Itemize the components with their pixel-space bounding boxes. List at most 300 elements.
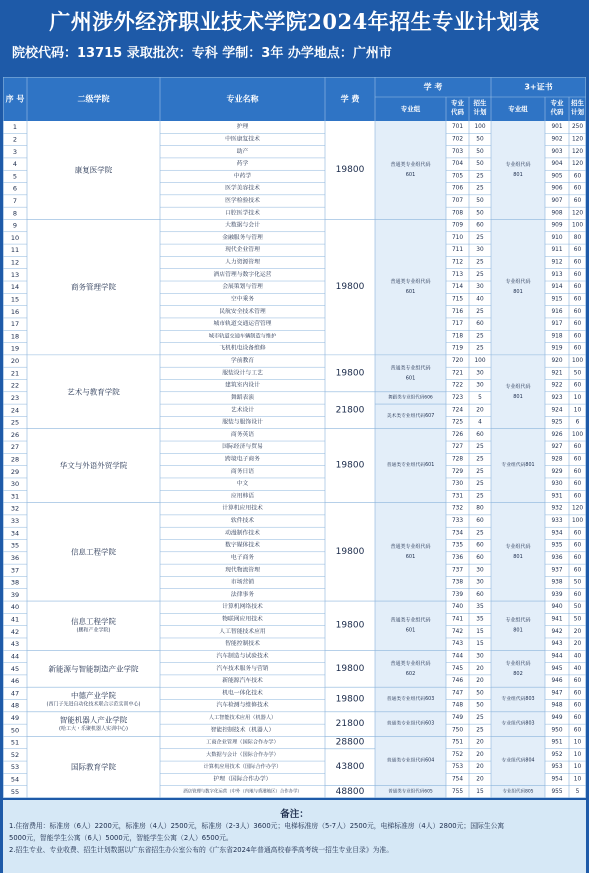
row-major: 现代企业管理 — [225, 247, 260, 254]
row-xuekao-code: 709 — [451, 222, 464, 229]
row-no: 42 — [10, 627, 20, 636]
row-xuekao-plan: 30 — [476, 567, 484, 574]
row-no: 5 — [12, 172, 18, 181]
row-no: 15 — [10, 295, 20, 304]
row-no: 32 — [10, 504, 20, 513]
row-sanjia-plan: 5 — [575, 788, 580, 795]
fee-value: 19800 — [335, 620, 365, 631]
row-sanjia-code: 937 — [551, 567, 563, 574]
fee-value: 21800 — [335, 405, 365, 416]
row-sanjia-code: 910 — [551, 234, 563, 241]
row-no: 33 — [10, 517, 20, 526]
fee-value: 19800 — [335, 282, 365, 293]
xuekao-group-band — [375, 355, 446, 392]
row-xuekao-code: 733 — [451, 518, 464, 525]
row-xuekao-plan: 20 — [476, 739, 484, 746]
row-xuekao-code: 719 — [451, 345, 464, 352]
row-sanjia-plan: 100 — [571, 431, 584, 438]
row-sanjia-code: 928 — [551, 456, 563, 463]
row-xuekao-code: 748 — [451, 702, 464, 709]
row-major: 飞机机电设备维修 — [219, 345, 266, 352]
row-xuekao-plan: 25 — [476, 530, 484, 537]
fee-value: 21800 — [335, 719, 365, 730]
row-no: 41 — [10, 615, 20, 624]
row-xuekao-plan: 4 — [478, 419, 482, 426]
row-major: 跨境电子商务 — [225, 456, 260, 463]
college-name: 艺术与教育学院 — [67, 387, 120, 397]
sanjia-group-band — [491, 503, 545, 601]
row-sanjia-plan: 60 — [573, 271, 582, 278]
row-major: 智能控制技术（机器人） — [210, 727, 275, 734]
row-xuekao-code: 737 — [451, 567, 464, 574]
row-xuekao-code: 738 — [451, 579, 464, 586]
row-major: 口腔医学技术 — [225, 210, 260, 217]
xuekao-group-code: 601 — [405, 375, 416, 382]
row-major: 人力资源管理 — [225, 259, 260, 266]
row-sanjia-plan: 100 — [571, 518, 584, 525]
page-title: 广州涉外经济职业技术学院2024年招生专业计划表 — [49, 9, 540, 34]
row-no: 51 — [10, 738, 20, 747]
row-sanjia-plan: 80 — [573, 234, 582, 241]
row-sanjia-plan: 60 — [573, 173, 582, 180]
row-xuekao-plan: 20 — [476, 678, 484, 685]
row-major: 智能控制技术 — [225, 641, 260, 648]
row-no: 12 — [10, 258, 20, 267]
row-xuekao-code: 704 — [451, 161, 464, 168]
row-sanjia-plan: 60 — [573, 456, 582, 463]
row-xuekao-plan: 50 — [476, 210, 484, 217]
header-xuekao-group: 专业组 — [400, 105, 421, 113]
row-major: 电子商务 — [230, 554, 255, 561]
sanjia-group: 专业组代码 — [505, 543, 531, 550]
row-xuekao-code: 745 — [451, 665, 464, 672]
header-xuekao-plan: 招生计划 — [473, 99, 487, 116]
xuekao-group-band — [375, 601, 446, 650]
row-major: 中医康复技术 — [225, 136, 260, 143]
row-sanjia-code: 933 — [551, 518, 563, 525]
row-no: 37 — [10, 566, 20, 575]
row-sanjia-plan: 50 — [573, 370, 582, 377]
notes-section — [3, 800, 586, 873]
row-xuekao-plan: 30 — [476, 382, 484, 389]
row-no: 18 — [10, 332, 20, 341]
sanjia-group: 专业组代码 — [505, 162, 531, 169]
row-no: 20 — [10, 357, 20, 366]
row-xuekao-code: 711 — [451, 247, 464, 254]
row-xuekao-plan: 50 — [476, 148, 484, 155]
row-xuekao-code: 716 — [451, 308, 464, 315]
row-major: 会展策划与管理 — [222, 284, 263, 291]
row-no: 3 — [12, 147, 18, 156]
row-sanjia-code: 938 — [551, 579, 563, 586]
row-sanjia-plan: 40 — [573, 665, 582, 672]
row-sanjia-code: 940 — [551, 604, 563, 611]
row-sanjia-plan: 60 — [573, 333, 582, 340]
row-major: 人工智能技术应用 — [219, 628, 266, 635]
row-xuekao-code: 701 — [451, 124, 464, 131]
row-no: 1 — [12, 123, 18, 132]
row-sanjia-code: 948 — [551, 702, 563, 709]
row-xuekao-plan: 25 — [476, 456, 484, 463]
row-major: 艺术设计 — [230, 407, 255, 414]
row-sanjia-code: 908 — [551, 210, 563, 217]
xuekao-group-band — [375, 219, 446, 354]
row-major: 软件技术 — [230, 518, 255, 525]
fee-value: 19800 — [335, 694, 365, 705]
row-no: 40 — [10, 603, 20, 612]
row-sanjia-code: 919 — [551, 345, 563, 352]
row-sanjia-plan: 60 — [573, 259, 582, 266]
row-sanjia-plan: 60 — [573, 321, 582, 328]
row-no: 53 — [10, 763, 20, 772]
college-name: 康复医学院 — [74, 165, 113, 175]
enrollment-table — [3, 77, 586, 798]
sanjia-group: 专业组代码 — [505, 660, 531, 667]
row-xuekao-plan: 25 — [476, 333, 484, 340]
row-xuekao-code: 726 — [451, 431, 464, 438]
row-xuekao-code: 752 — [451, 751, 464, 758]
row-xuekao-plan: 25 — [476, 468, 484, 475]
row-sanjia-code: 901 — [551, 124, 563, 131]
header-xuekao: 学 考 — [423, 82, 443, 92]
sanjia-group-band — [491, 355, 545, 429]
row-xuekao-plan: 35 — [476, 604, 484, 611]
xuekao-group: 舞蹈类专业组代码606 — [388, 395, 433, 401]
row-xuekao-code: 728 — [451, 456, 464, 463]
row-sanjia-code: 951 — [551, 739, 563, 746]
row-xuekao-plan: 25 — [476, 271, 484, 278]
college-subname: (哈工大・乐聚机器人实训中心) — [59, 726, 128, 733]
row-xuekao-code: 710 — [451, 234, 464, 241]
row-no: 7 — [12, 197, 18, 206]
row-no: 16 — [10, 307, 20, 316]
row-xuekao-plan: 60 — [476, 321, 484, 328]
row-major: 商务日语 — [230, 468, 255, 475]
note-accommodation: 1.住宿费用：标准房（6人）2200元，标准房（4人）2500元，标准房（2-3人）3600元；电梯标准房（5-7人）2500元，电梯标准房（4人）2800元；国际生公寓 — [9, 822, 505, 830]
row-xuekao-code: 739 — [451, 591, 464, 598]
row-sanjia-plan: 60 — [573, 530, 582, 537]
row-xuekao-code: 722 — [451, 382, 464, 389]
row-major: 法律事务 — [230, 591, 255, 598]
row-xuekao-plan: 25 — [476, 727, 484, 734]
row-sanjia-plan: 60 — [573, 296, 582, 303]
row-no: 2 — [12, 135, 18, 144]
row-xuekao-plan: 50 — [476, 198, 484, 205]
header-sanjia-group: 专业组 — [508, 105, 528, 113]
row-major: 金融服务与管理 — [222, 234, 263, 241]
header-xuekao-code: 专业代码 — [451, 99, 464, 116]
row-sanjia-plan: 60 — [573, 690, 582, 697]
row-xuekao-code: 705 — [451, 173, 464, 180]
row-sanjia-plan: 60 — [573, 714, 582, 721]
sanjia-group-band — [491, 121, 545, 219]
fee-value: 19800 — [335, 460, 365, 471]
sanjia-group-code: 802 — [513, 670, 523, 677]
row-xuekao-code: 734 — [451, 530, 464, 537]
row-xuekao-plan: 50 — [476, 161, 484, 168]
xuekao-group-code: 601 — [405, 627, 416, 634]
row-no: 50 — [10, 726, 20, 735]
row-sanjia-plan: 10 — [573, 407, 582, 414]
row-sanjia-plan: 60 — [573, 567, 582, 574]
row-xuekao-plan: 30 — [476, 370, 484, 377]
row-major: 机电一体化技术 — [222, 690, 263, 697]
row-xuekao-plan: 25 — [476, 345, 484, 352]
row-sanjia-plan: 60 — [573, 727, 582, 734]
sanjia-group-code: 801 — [513, 393, 523, 400]
row-sanjia-code: 924 — [551, 407, 563, 414]
row-xuekao-plan: 50 — [476, 702, 484, 709]
row-no: 47 — [10, 689, 20, 698]
row-xuekao-code: 747 — [451, 690, 464, 697]
row-xuekao-code: 703 — [451, 148, 464, 155]
row-sanjia-plan: 20 — [573, 628, 582, 635]
college-name: 智能机器人产业学院 — [59, 715, 128, 725]
xuekao-group: 普通类专业组代码603 — [386, 697, 435, 703]
sanjia-group-band — [491, 650, 545, 687]
note-accommodation-cont: 5000元，智能学生公寓（6人）5000元，智能学生公寓（2人）6500元。 — [9, 834, 233, 842]
row-major: 数字媒体技术 — [225, 542, 260, 549]
row-xuekao-code: 706 — [451, 185, 464, 192]
college-name: 新能源与智能制造产业学院 — [48, 664, 139, 674]
row-sanjia-plan: 60 — [573, 481, 582, 488]
row-xuekao-code: 736 — [451, 554, 464, 561]
row-xuekao-plan: 60 — [476, 518, 484, 525]
row-no: 31 — [10, 492, 20, 501]
row-xuekao-plan: 25 — [476, 481, 484, 488]
row-xuekao-code: 708 — [451, 210, 464, 217]
row-xuekao-plan: 80 — [476, 505, 484, 512]
fee-value: 48800 — [335, 786, 365, 797]
row-no: 21 — [10, 369, 20, 378]
row-major: 大数据与会计（国际合作办学） — [206, 751, 279, 758]
row-xuekao-plan: 25 — [476, 493, 484, 500]
row-xuekao-plan: 20 — [476, 407, 484, 414]
row-no: 34 — [10, 529, 20, 538]
row-xuekao-plan: 20 — [476, 751, 484, 758]
row-xuekao-plan: 50 — [476, 690, 484, 697]
row-sanjia-code: 941 — [551, 616, 563, 623]
row-xuekao-plan: 100 — [474, 124, 486, 131]
row-major: 建筑室内设计 — [225, 382, 260, 389]
row-sanjia-plan: 10 — [573, 394, 582, 401]
row-xuekao-plan: 20 — [476, 665, 484, 672]
row-sanjia-code: 932 — [551, 505, 563, 512]
row-no: 17 — [10, 320, 20, 329]
row-xuekao-code: 717 — [451, 321, 464, 328]
row-xuekao-plan: 25 — [476, 173, 484, 180]
fee-value: 19800 — [335, 663, 365, 674]
row-sanjia-code: 946 — [551, 678, 563, 685]
row-sanjia-code: 915 — [551, 296, 563, 303]
row-major: 国际经济与贸易 — [222, 444, 263, 451]
row-no: 55 — [10, 787, 20, 796]
row-sanjia-code: 926 — [551, 431, 563, 438]
row-major: 中文 — [236, 481, 249, 488]
college-name: 信息工程学院 — [71, 547, 116, 557]
row-major: 大数据与会计 — [225, 222, 260, 229]
row-no: 10 — [10, 233, 20, 242]
fee-value: 43800 — [335, 762, 365, 773]
row-sanjia-plan: 120 — [571, 505, 584, 512]
row-xuekao-code: 715 — [451, 296, 464, 303]
row-xuekao-plan: 15 — [476, 788, 484, 795]
row-sanjia-plan: 20 — [573, 641, 582, 648]
row-sanjia-plan: 10 — [573, 764, 582, 771]
fee-value: 19800 — [335, 546, 365, 557]
row-sanjia-plan: 60 — [573, 444, 582, 451]
header-no: 序 号 — [5, 94, 25, 104]
xuekao-group: 普通类专业组代码 — [390, 543, 431, 550]
row-sanjia-code: 945 — [551, 665, 563, 672]
row-xuekao-code: 741 — [451, 616, 464, 623]
row-no: 24 — [10, 406, 20, 415]
row-no: 6 — [12, 184, 18, 193]
fee-value: 19800 — [335, 368, 365, 379]
row-major: 民航安全技术管理 — [219, 308, 266, 315]
row-no: 46 — [10, 677, 20, 686]
row-xuekao-code: 702 — [451, 136, 464, 143]
row-xuekao-plan: 40 — [476, 296, 484, 303]
row-sanjia-plan: 60 — [573, 198, 582, 205]
row-sanjia-code: 921 — [551, 370, 563, 377]
xuekao-group-band — [375, 650, 446, 687]
row-sanjia-code: 936 — [551, 554, 563, 561]
row-sanjia-plan: 120 — [571, 148, 584, 155]
row-no: 9 — [12, 221, 18, 230]
row-major: 空中乘务 — [230, 296, 255, 303]
row-major: 汽车制造与试验技术 — [216, 653, 269, 660]
row-sanjia-code: 918 — [551, 333, 563, 340]
row-sanjia-code: 955 — [551, 788, 563, 795]
row-xuekao-plan: 25 — [476, 185, 484, 192]
row-sanjia-plan: 60 — [573, 382, 582, 389]
xuekao-group-band — [375, 503, 446, 601]
row-xuekao-plan: 60 — [476, 222, 484, 229]
row-sanjia-code: 930 — [551, 481, 563, 488]
row-sanjia-code: 934 — [551, 530, 563, 537]
college-name: 国际教育学院 — [71, 762, 116, 772]
row-sanjia-plan: 60 — [573, 308, 582, 315]
row-sanjia-plan: 120 — [571, 210, 584, 217]
row-no: 13 — [10, 270, 20, 279]
row-sanjia-code: 949 — [551, 714, 563, 721]
row-major: 城市轨道交通车辆制造与维护 — [208, 333, 277, 340]
row-xuekao-plan: 60 — [476, 554, 484, 561]
row-sanjia-code: 929 — [551, 468, 563, 475]
row-xuekao-code: 743 — [451, 641, 464, 648]
college-subname: (西门子先进自动化技术联合示范实训中心) — [46, 701, 141, 708]
row-sanjia-plan: 40 — [573, 653, 582, 660]
sanjia-group-band — [491, 219, 545, 354]
row-xuekao-code: 742 — [451, 628, 464, 635]
row-major: 医学美容技术 — [225, 185, 260, 192]
college-name: 信息工程学院 — [71, 617, 116, 627]
sanjia-group: 专业组代码803 — [501, 697, 535, 703]
sanjia-group: 专业组代码801 — [501, 463, 535, 469]
row-no: 39 — [10, 590, 20, 599]
row-no: 49 — [10, 713, 20, 722]
row-xuekao-plan: 60 — [476, 542, 484, 549]
college-name: 华文与外语外贸学院 — [59, 461, 128, 471]
row-xuekao-code: 720 — [451, 358, 464, 365]
row-sanjia-plan: 60 — [573, 345, 582, 352]
row-no: 52 — [10, 750, 20, 759]
sanjia-group: 专业组代码 — [505, 617, 531, 624]
sanjia-group-code: 801 — [513, 553, 523, 560]
row-xuekao-code: 732 — [451, 505, 464, 512]
row-sanjia-code: 925 — [551, 419, 563, 426]
row-no: 45 — [10, 664, 20, 673]
college-name: 商务管理学院 — [71, 282, 116, 292]
row-sanjia-plan: 120 — [571, 161, 584, 168]
row-xuekao-code: 746 — [451, 678, 464, 685]
row-xuekao-code: 735 — [451, 542, 464, 549]
row-xuekao-code: 751 — [451, 739, 464, 746]
row-sanjia-code: 944 — [551, 653, 563, 660]
row-xuekao-code: 740 — [451, 604, 464, 611]
row-sanjia-code: 947 — [551, 690, 563, 697]
row-xuekao-plan: 5 — [478, 394, 482, 401]
xuekao-group-code: 602 — [405, 670, 416, 677]
xuekao-group-code: 601 — [405, 172, 416, 179]
row-sanjia-code: 913 — [551, 271, 563, 278]
row-no: 27 — [10, 443, 20, 452]
sanjia-group-code: 801 — [513, 172, 523, 179]
row-sanjia-code: 950 — [551, 727, 563, 734]
row-sanjia-code: 939 — [551, 591, 563, 598]
row-sanjia-code: 953 — [551, 764, 563, 771]
row-major: 计算机网络技术 — [222, 604, 263, 611]
row-sanjia-plan: 10 — [573, 739, 582, 746]
header-sanjia-code: 专业代码 — [550, 99, 564, 116]
xuekao-group: 普通类专业组代码601 — [386, 463, 435, 469]
row-no: 35 — [10, 541, 20, 550]
row-sanjia-plan: 100 — [571, 222, 584, 229]
row-sanjia-plan: 250 — [571, 124, 584, 131]
row-no: 38 — [10, 578, 20, 587]
row-sanjia-plan: 50 — [573, 579, 582, 586]
row-sanjia-code: 903 — [551, 148, 563, 155]
row-major: 商务英语 — [230, 431, 255, 438]
row-major: 药学 — [236, 161, 249, 168]
row-xuekao-code: 718 — [451, 333, 464, 340]
xuekao-group-band — [375, 121, 446, 219]
row-sanjia-code: 904 — [551, 161, 563, 168]
row-xuekao-plan: 25 — [476, 714, 484, 721]
row-no: 26 — [10, 430, 20, 439]
fee-value: 28800 — [335, 737, 365, 748]
row-xuekao-plan: 15 — [476, 628, 484, 635]
note-source: 2.招生专业、专业收费、招生计划数据以广东省招生办公室公布的《广东省2024年普通高校春季高考统一招生专业目录》为准。 — [9, 846, 394, 854]
row-no: 23 — [10, 393, 20, 402]
xuekao-group: 普通类专业组代码 — [390, 365, 431, 372]
row-sanjia-plan: 10 — [573, 751, 582, 758]
sanjia-group: 专业组代码 — [505, 279, 531, 286]
xuekao-group: 美术类专业组代码607 — [386, 413, 435, 419]
row-no: 14 — [10, 283, 20, 292]
row-sanjia-plan: 60 — [573, 493, 582, 500]
row-major: 计算机应用技术 — [222, 505, 263, 512]
xuekao-group: 普通类专业组代码603 — [386, 721, 435, 727]
row-sanjia-code: 906 — [551, 185, 563, 192]
row-xuekao-code: 727 — [451, 444, 464, 451]
row-major: 城市轨道交通运营管理 — [213, 321, 272, 328]
row-sanjia-plan: 6 — [575, 419, 580, 426]
row-no: 29 — [10, 467, 20, 476]
header-major: 专业名称 — [226, 94, 259, 104]
row-no: 25 — [10, 418, 20, 427]
